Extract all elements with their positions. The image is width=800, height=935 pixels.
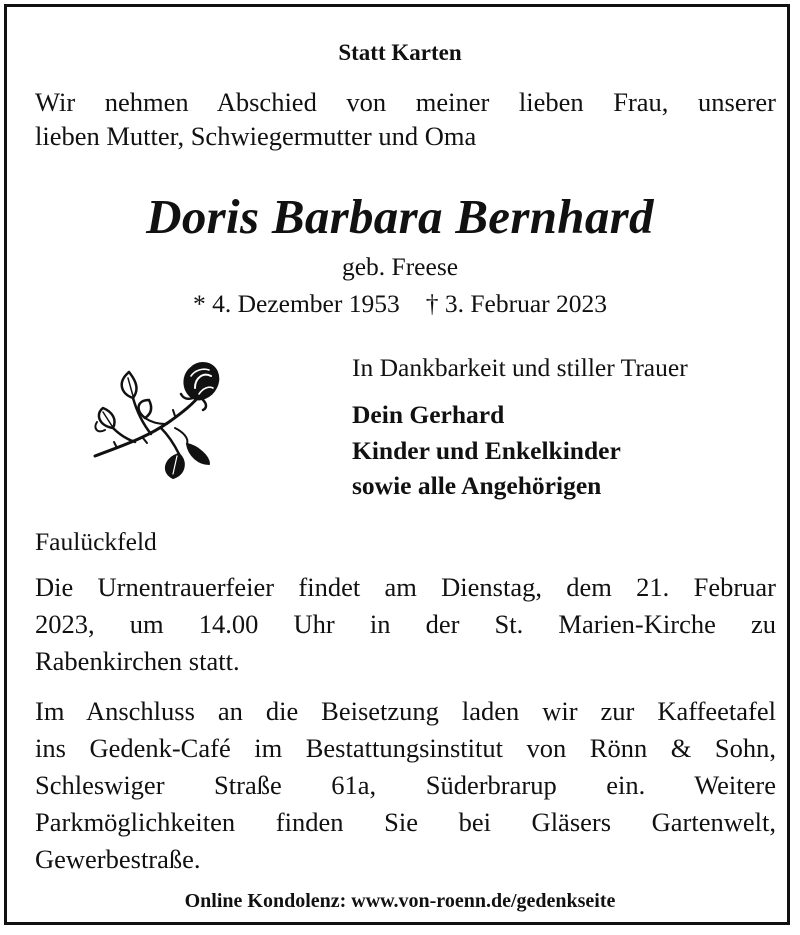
deceased-name: Doris Barbara Bernhard — [146, 189, 654, 244]
place: Faulückfeld — [35, 527, 157, 556]
life-dates — [7, 289, 793, 319]
intro-line-1: Wir nehmen Abschied von meiner lieben Frau, unserer — [35, 87, 776, 117]
signature-intro: In Dankbarkeit und stiller Trauer — [352, 353, 688, 382]
signature-line-2: Kinder und Enkelkinder — [352, 436, 621, 465]
reception-line-5: Gewerbestraße. — [35, 844, 201, 874]
signature-line-1: Dein Gerhard — [352, 400, 505, 429]
death-date: † 3. Februar 2023 — [425, 289, 608, 318]
reception-line-2: ins Gedenk-Café im Bestattungsinstitut von Rönn & Sohn, — [35, 733, 776, 763]
notice-heading: Statt Karten — [338, 40, 462, 65]
birth-name: geb. Freese — [341, 252, 459, 281]
intro-line-2: lieben Mutter, Schwiegermutter und Oma — [35, 121, 477, 151]
signature-line-3: sowie alle Angehörigen — [352, 471, 602, 500]
reception-line-1: Im Anschluss an die Beisetzung laden wir zur Kaffeetafel — [35, 696, 776, 726]
service-line-3: Rabenkirchen statt. — [35, 646, 240, 676]
service-line-1: Die Urnentrauerfeier findet am Dienstag, dem 21. Februar — [35, 572, 776, 602]
service-line-2: 2023, um 14.00 Uhr in der St. Marien-Kirche zu — [35, 609, 776, 639]
rose-icon — [91, 358, 221, 483]
birth-date: * 4. Dezember 1953 — [192, 289, 400, 318]
notice-frame — [4, 4, 790, 925]
reception-line-3: Schleswiger Straße 61a, Süderbrarup ein. Weitere — [35, 770, 776, 800]
reception-line-4: Parkmöglichkeiten finden Sie bei Gläsers Gartenwelt, — [35, 807, 776, 837]
online-condolence: Online Kondolenz: www.von-roenn.de/gedenkseite — [184, 890, 616, 912]
